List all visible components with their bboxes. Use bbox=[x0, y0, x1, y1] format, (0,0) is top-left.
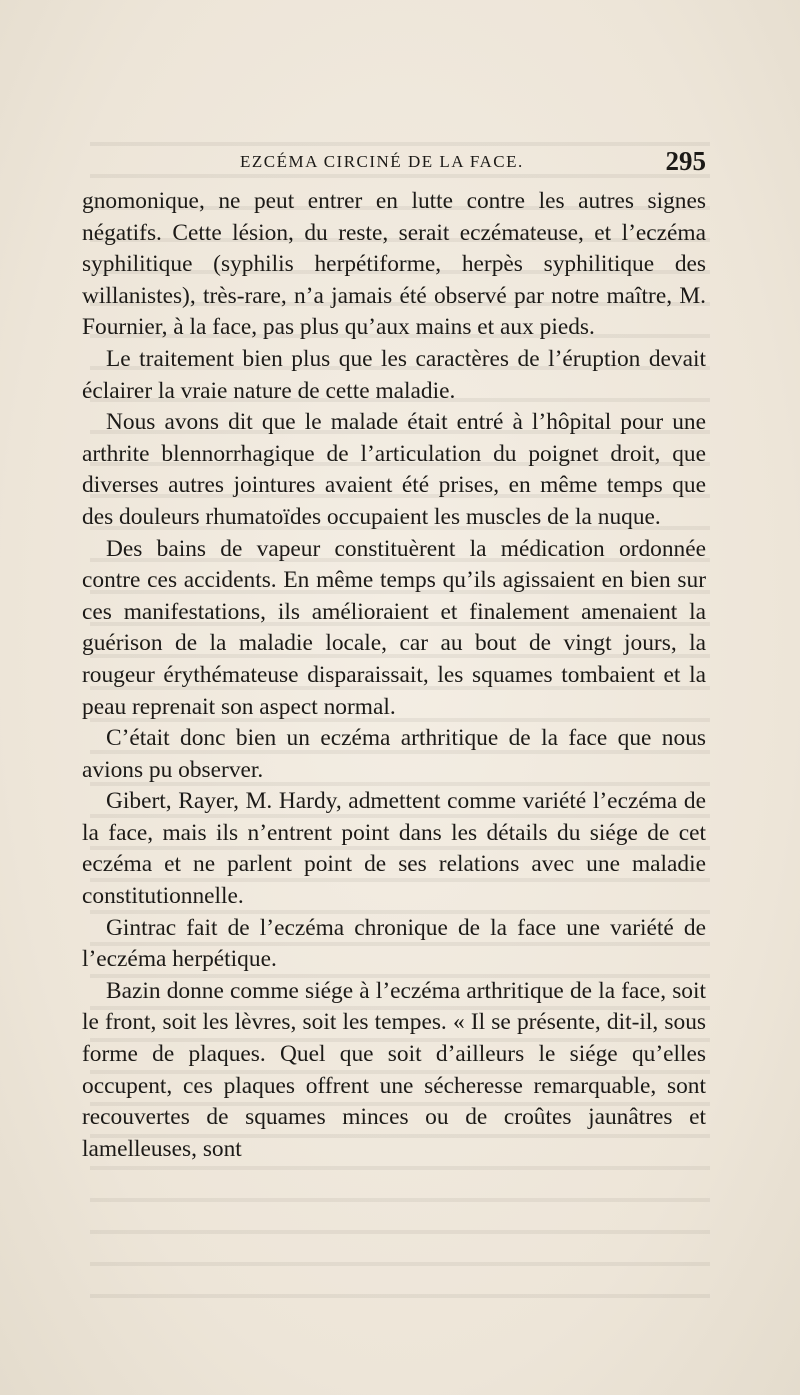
paragraph: Gibert, Rayer, M. Hardy, admettent comme variété l’eczéma de la face, mais ils n’entrent point dans les détails du siége de cet eczéma et ne parlent point de ses relations avec une maladie constitutionnelle. bbox=[82, 788, 706, 910]
paragraph-continuation: gnomonique, ne peut entrer en lutte contre les autres signes négatifs. Cette lésion, du reste, serait eczémateuse, et l’eczéma syphilitique (syphilis herpétiforme, herpès syphilitique des willanistes), très-rare, n’a jamais été observé par notre maître, M. Fournier, à la face, pas plus qu’aux mains et aux pieds. bbox=[82, 188, 706, 341]
paragraph: Des bains de vapeur constituèrent la médication ordonnée contre ces accidents. En même temps qu’ils agissaient en bien sur ces manifestations, ils amélioraient et finalement amenaient la guérison de la maladie locale, car au bout de vingt jours, la rougeur érythémateuse disparaissait, les squames tombaient et la peau reprenait son aspect normal. bbox=[82, 535, 706, 720]
body-text bbox=[82, 186, 706, 1165]
paragraph: Le traitement bien plus que les caractères de l’éruption devait éclairer la vraie nature de cette maladie. bbox=[82, 345, 706, 404]
running-head: EZCÉMA CIRCINÉ DE LA FACE. bbox=[240, 152, 524, 171]
paragraph: C’était donc bien un eczéma arthritique de la face que nous avions pu observer. bbox=[82, 725, 706, 783]
paragraph: Bazin donne comme siége à l’eczéma arthritique de la face, soit le front, soit les lèvres, soit les tempes. « Il se présente, dit-il, sous forme de plaques. Quel que soit d’ailleurs le siége qu’elles occupent, ces plaques offrent une sécheresse remarquable, sont recouvertes de squames minces ou de croûtes jaunâtres et lamelleuses, sont bbox=[82, 977, 706, 1162]
page-header bbox=[82, 146, 706, 178]
paragraph: Nous avons dit que le malade était entré à l’hôpital pour une arthrite blennorrhagique de l’articulation du poignet droit, que diverses autres jointures avaient été prises, en même temps que des douleurs rhumatoïdes occupaient les muscles de la nuque. bbox=[82, 409, 706, 530]
page-number: 295 bbox=[665, 146, 706, 176]
paragraph: Gintrac fait de l’eczéma chronique de la face une variété de l’eczéma herpétique. bbox=[82, 914, 706, 973]
